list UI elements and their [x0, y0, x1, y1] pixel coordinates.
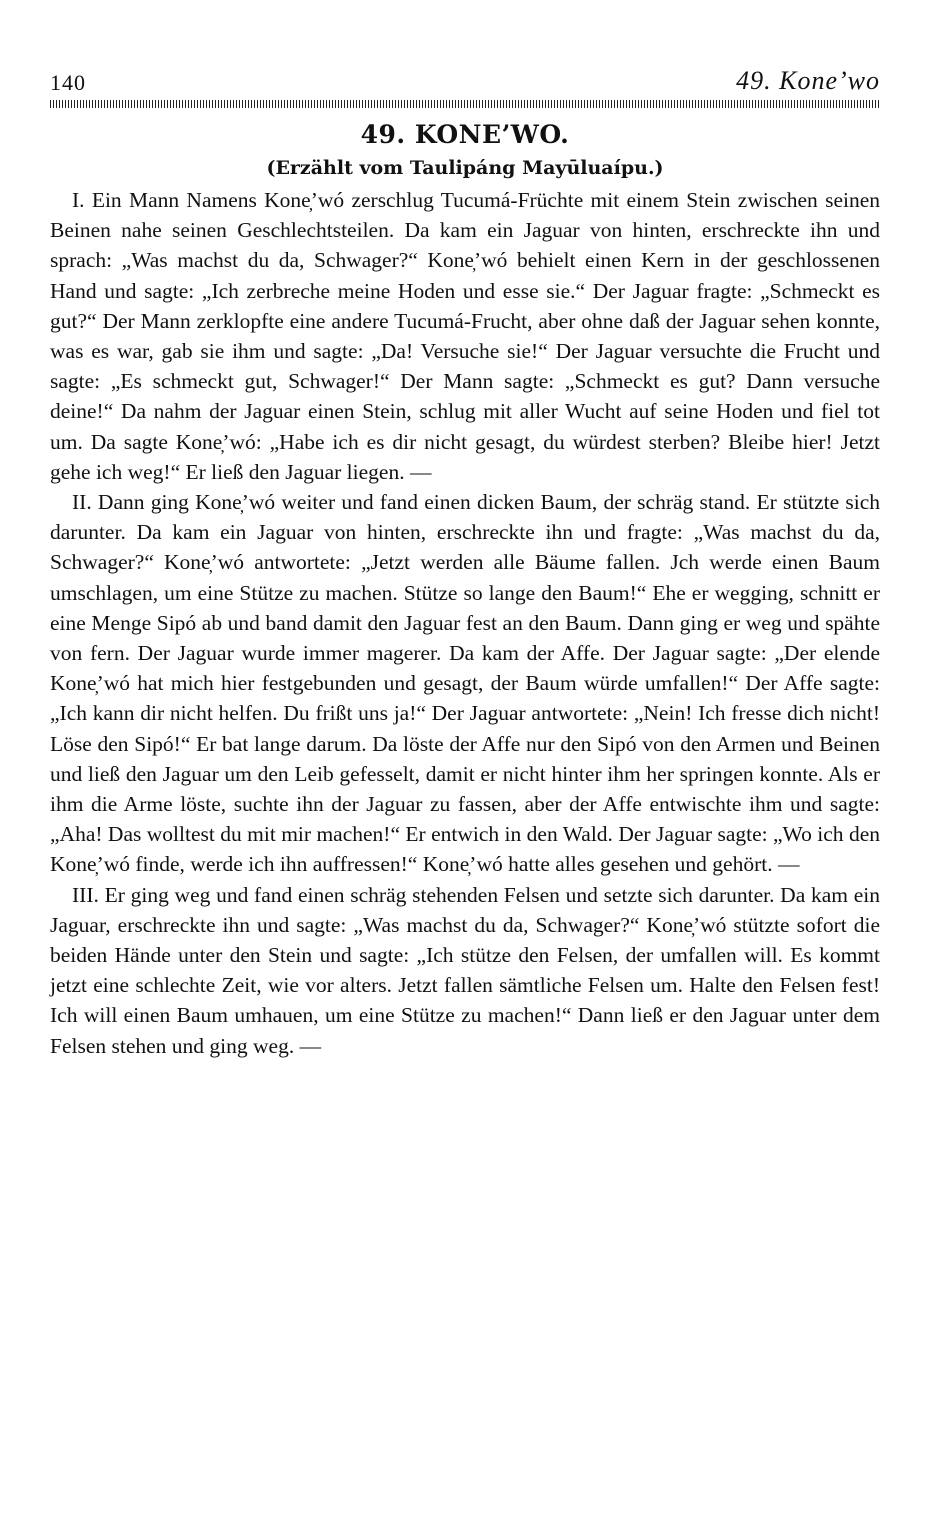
paragraph-3: III. Er ging weg und fand einen schräg stehenden Felsen und setzte sich darunter. Da kam ein Jaguar, erschreckte ihn und sagte: „Was machst du da, Schwager?“ Kone̦’wó stützte sofort die beiden Hände unter den Stein und sagte: „Ich stütze den Felsen, der umfallen will. Es kommt jetzt eine schlechte Zeit, wie vor alters. Jetzt fallen sämtliche Felsen um. Halte den Felsen fest! Ich will einen Baum umhauen, um eine Stütze zu machen!“ Dann ließ er den Jaguar unter dem Felsen stehen und ging weg. — [50, 882, 880, 1058]
running-head [50, 66, 880, 98]
header-rule [50, 100, 880, 108]
chapter-subtitle: (Erzählt vom Taulipáng Mayūluaípu.) [266, 157, 664, 179]
paragraph-2: II. Dann ging Kone̦’wó weiter und fand einen dicken Baum, der schräg stand. Er stützte sich darunter. Da kam ein Jaguar von hinten, erschreckte ihn und fragte: „Was machst du da, Schwager?“ Kone̦’wó antwortete: „Jetzt werden alle Bäume fallen. Jch werde einen Baum umschlagen, um eine Stütze zu machen. Stütze so lange den Baum!“ Ehe er wegging, schnitt er eine Menge Sipó ab und band damit den Jaguar fest an den Baum. Dann ging er weg und spähte von fern. Der Jaguar wurde immer magerer. Da kam der Affe. Der Jaguar sagte: „Der elende Kone̦’wó hat mich hier festgebunden und gesagt, der Baum würde umfallen!“ Der Affe sagte: „Ich kann dir nicht helfen. Du frißt uns ja!“ Der Jaguar antwortete: „Nein! Ich fresse dich nicht! Löse den Sipó!“ Er bat lange darum. Da löste der Affe nur den Sipó von den Armen und Beinen und ließ den Jaguar um den Leib gefesselt, damit er nicht hinter ihm her springen konnte. Als er ihm die Arme löste, suchte ihn der Jaguar zu fassen, aber der Affe entwischte ihm und sagte: „Aha! Das wolltest du mit mir machen!“ Er entwich in den Wald. Der Jaguar sagte: „Wo ich den Kone̦’wó finde, werde ich ihn auffressen!“ Kone̦’wó hatte alles gesehen und gehört. — [50, 490, 880, 877]
story-text [50, 185, 880, 1061]
chapter-title: 49. KONE’WO. [360, 120, 570, 149]
paragraph-1: I. Ein Mann Namens Kone̦’wó zerschlug Tucumá-Früchte mit einem Stein zwischen seinen Beinen nahe seinen Geschlechtsteilen. Da kam ein Jaguar von hinten, erschreckte ihn und sprach: „Was machst du da, Schwager?“ Kone̦’wó behielt einen Kern in der geschlossenen Hand und sagte: „Ich zerbreche meine Hoden und esse sie.“ Der Jaguar fragte: „Schmeckt es gut?“ Der Mann zerklopfte eine andere Tucumá-Frucht, aber ohne daß der Jaguar sehen konnte, was es war, gab sie ihm und sagte: „Da! Versuche sie!“ Der Jaguar versuchte die Frucht und sagte: „Es schmeckt gut, Schwager!“ Der Mann sagte: „Schmeckt es gut? Dann versuche deine!“ Da nahm der Jaguar einen Stein, schlug mit aller Wucht auf seine Hoden und fiel tot um. Da sagte Kone̦’wó: „Habe ich es dir nicht gesagt, du würdest sterben? Bleibe hier! Jetzt gehe ich weg!“ Er ließ den Jaguar liegen. — [50, 188, 880, 484]
page-number: 140 [50, 70, 86, 95]
book-page [50, 66, 880, 1061]
running-title: 49. Kone’wo [736, 66, 880, 95]
